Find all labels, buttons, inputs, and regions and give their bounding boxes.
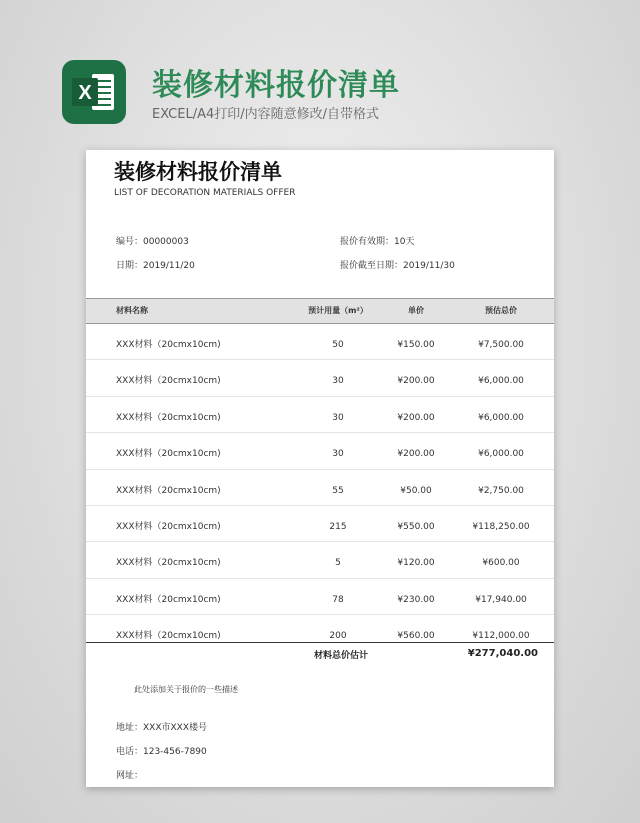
excel-icon: [62, 60, 126, 124]
table-row: [86, 470, 554, 506]
cell-total: ¥112,000.00: [472, 631, 530, 642]
table-row: [86, 615, 554, 650]
table-row: [86, 506, 554, 542]
total-value: ¥277,040.00: [467, 648, 538, 659]
promo-subtitle: EXCEL/A4打印/内容随意修改/自带格式: [152, 107, 380, 122]
cell-unit-price: ¥200.00: [397, 376, 435, 387]
column-header-quantity: 预计用量（m²）: [308, 306, 368, 315]
cell-quantity: 55: [332, 485, 344, 496]
cell-unit-price: ¥200.00: [397, 449, 435, 460]
document-title: 装修材料报价清单: [114, 160, 282, 184]
cell-unit-price: ¥120.00: [397, 558, 435, 569]
cell-quantity: 50: [332, 340, 344, 350]
contact-website: 网址：: [116, 771, 144, 781]
table-row: [86, 433, 554, 469]
cell-quantity: 30: [332, 412, 344, 423]
cell-total: ¥600.00: [482, 558, 520, 569]
cell-unit-price: ¥200.00: [397, 412, 435, 423]
document-subtitle: LIST OF DECORATION MATERIALS OFFER: [114, 188, 296, 198]
cell-unit-price: ¥230.00: [397, 594, 435, 605]
cell-name: XXX材料（20cmx10cm): [116, 412, 221, 423]
cell-total: ¥6,000.00: [478, 449, 524, 460]
cell-quantity: 215: [329, 521, 347, 532]
contact-address: 地址：XXX市XXX楼号: [116, 723, 207, 733]
quote-deadline: 报价截至日期：2019/11/30: [340, 261, 455, 271]
column-header-unit-price: 单价: [408, 306, 424, 315]
quote-number: 编号：00000003: [116, 237, 189, 247]
table-row: [86, 324, 554, 360]
promo-title: 装修材料报价清单: [152, 68, 400, 103]
cell-quantity: 30: [332, 376, 344, 387]
quote-note: 此处添加关于报价的一些描述: [134, 685, 238, 694]
cell-name: XXX材料（20cmx10cm): [116, 558, 221, 569]
table-body: [86, 324, 554, 651]
cell-quantity: 5: [335, 558, 341, 569]
cell-total: ¥17,940.00: [475, 594, 527, 605]
total-divider: [86, 642, 554, 643]
quote-validity: 报价有效期：10天: [340, 237, 415, 247]
quote-date: 日期：2019/11/20: [116, 261, 195, 271]
cell-name: XXX材料（20cmx10cm): [116, 485, 221, 496]
cell-quantity: 200: [329, 631, 347, 642]
total-label: 材料总价估计: [314, 651, 369, 661]
cell-total: ¥6,000.00: [478, 376, 524, 387]
cell-unit-price: ¥550.00: [397, 521, 435, 532]
cell-name: XXX材料（20cmx10cm): [116, 521, 221, 532]
cell-unit-price: ¥50.00: [400, 485, 432, 496]
cell-quantity: 30: [332, 449, 344, 460]
cell-name: XXX材料（20cmx10cm): [116, 449, 221, 460]
table-header: [86, 298, 554, 324]
table-row: [86, 579, 554, 615]
cell-name: XXX材料（20cmx10cm): [116, 340, 221, 350]
cell-name: XXX材料（20cmx10cm): [116, 631, 221, 642]
cell-name: XXX材料（20cmx10cm): [116, 376, 221, 387]
cell-unit-price: ¥560.00: [397, 631, 435, 642]
cell-total: ¥6,000.00: [478, 412, 524, 423]
cell-unit-price: ¥150.00: [397, 340, 435, 350]
promo-header: [62, 57, 622, 137]
cell-quantity: 78: [332, 594, 344, 605]
cell-name: XXX材料（20cmx10cm): [116, 594, 221, 605]
column-header-total: 预估总价: [485, 306, 517, 315]
table-row: [86, 360, 554, 396]
svg-text:X: X: [78, 82, 92, 104]
cell-total: ¥7,500.00: [478, 340, 524, 350]
table-row: [86, 542, 554, 578]
quotation-sheet: [86, 150, 554, 787]
cell-total: ¥2,750.00: [478, 485, 524, 496]
column-header-name: 材料名称: [116, 306, 148, 315]
cell-total: ¥118,250.00: [472, 521, 530, 532]
contact-phone: 电话：123-456-7890: [116, 747, 207, 757]
table-row: [86, 397, 554, 433]
